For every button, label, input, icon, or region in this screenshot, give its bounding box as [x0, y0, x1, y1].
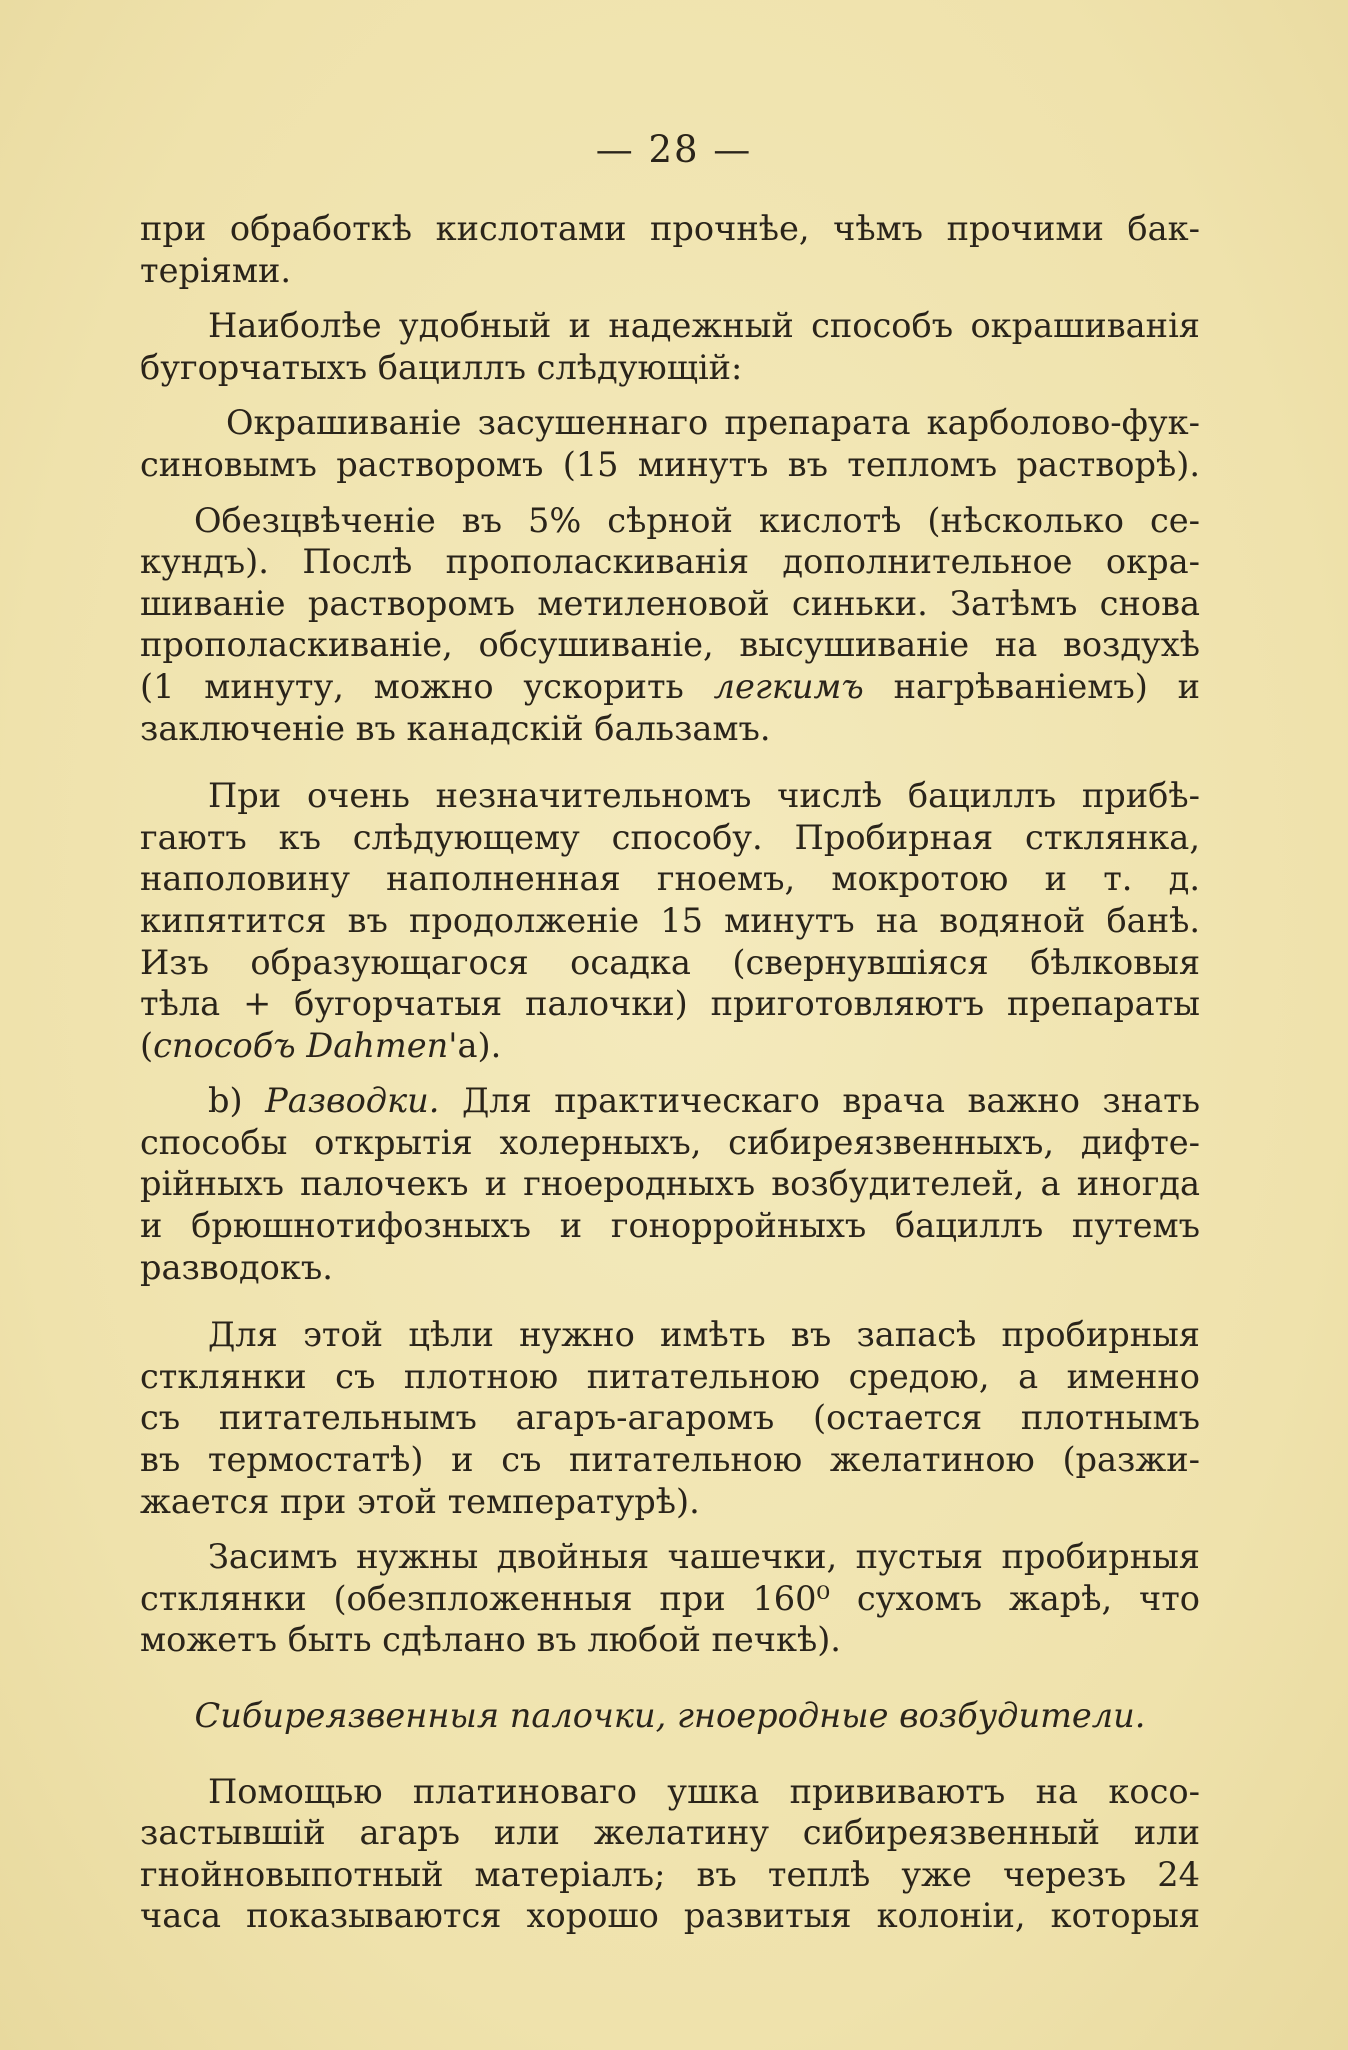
text-line: часа показываются хорошо развитыя колоніи, которыя	[140, 1896, 1200, 1936]
text-line	[140, 666, 1200, 708]
text-line: гнойновыпотный матеріалъ; въ теплѣ уже черезъ 24	[140, 1854, 1200, 1894]
text-span: (1 минуту, можно ускорить	[140, 666, 714, 706]
text-line: рійныхъ палочекъ и гноеродныхъ возбудителей, а иногда	[140, 1164, 1200, 1204]
text-line: разводокъ.	[140, 1247, 333, 1287]
text-span: нагрѣваніемъ) и	[863, 666, 1200, 706]
page-number: — 28 —	[595, 128, 753, 171]
text-line	[140, 1080, 1200, 1122]
emphasis: способъ Dahmen	[153, 1025, 449, 1065]
text-line: стклянки (обезпложенныя при 160⁰ сухомъ жарѣ, что	[140, 1578, 1200, 1618]
text-line: При очень незначительномъ числѣ бациллъ прибѣ-	[208, 776, 1200, 816]
text-line: Окрашиваніе засушеннаго препарата карболово-фук-	[226, 403, 1200, 443]
text-line	[140, 1025, 1200, 1067]
text-span: (	[140, 1025, 154, 1065]
text-line: съ питательнымъ агаръ-агаромъ (остается плотнымъ	[140, 1398, 1200, 1438]
text-line: синовымъ растворомъ (15 минутъ въ тепломъ растворѣ).	[140, 444, 1200, 484]
text-line: жается при этой температурѣ).	[140, 1481, 700, 1521]
section-heading: Сибиреязвенныя палочки, гноеродные возбудители.	[194, 1696, 1146, 1735]
text-line: кипятится въ продолженіе 15 минутъ на водяной банѣ.	[140, 900, 1200, 940]
text-line: застывшій агаръ или желатину сибиреязвенный или	[140, 1813, 1200, 1853]
text-line: тѣла + бугорчатыя палочки) приготовляютъ препараты	[140, 984, 1200, 1024]
text-line: стклянки съ плотною питательною средою, а именно	[140, 1356, 1200, 1396]
text-line: Помощью платиноваго ушка прививаютъ на косо-	[208, 1771, 1200, 1811]
emphasis: Разводки.	[265, 1081, 440, 1121]
text-span: Для практическаго врача важно знать	[439, 1081, 1200, 1121]
text-line: Засимъ нужны двойныя чашечки, пустыя пробирныя	[208, 1537, 1200, 1577]
text-line: наполовину наполненная гноемъ, мокротою и т. д.	[140, 859, 1200, 899]
text-line: теріями.	[140, 250, 292, 290]
text-line: въ термостатѣ) и съ питательною желатиною (разжи-	[140, 1440, 1200, 1480]
text-line: Изъ образующагося осадка (свернувшіяся бѣлковыя	[140, 942, 1200, 982]
text-line: можетъ быть сдѣлано въ любой печкѣ).	[140, 1620, 841, 1660]
body-text	[140, 208, 1200, 1937]
text-line: бугорчатыхъ бациллъ слѣдующій:	[140, 347, 743, 387]
text-line: шиваніе растворомъ метиленовой синьки. Затѣмъ снова	[140, 583, 1200, 623]
text-span: b)	[208, 1081, 266, 1121]
emphasis: легкимъ	[713, 666, 864, 706]
text-span: 'а).	[448, 1025, 502, 1065]
text-line: прополаскиваніе, обсушиваніе, высушиваніе на воздухѣ	[140, 625, 1200, 665]
text-line: Обезцвѣченіе въ 5% сѣрной кислотѣ (нѣсколько се-	[194, 500, 1200, 540]
text-line: Наиболѣе удобный и надежный способъ окрашиванія	[208, 306, 1200, 346]
text-line: при обработкѣ кислотами прочнѣе, чѣмъ прочими бак-	[140, 209, 1200, 248]
text-line: заключеніе въ канадскій бальзамъ.	[140, 708, 771, 748]
text-line: и брюшнотифозныхъ и гонорройныхъ бациллъ путемъ	[140, 1206, 1200, 1246]
text-line: способы открытія холерныхъ, сибиреязвенныхъ, дифте-	[140, 1122, 1200, 1162]
text-line: кундъ). Послѣ прополаскиванія дополнительное окра-	[140, 542, 1200, 582]
text-line: Для этой цѣли нужно имѣть въ запасѣ пробирныя	[208, 1315, 1200, 1355]
text-line: гаютъ къ слѣдующему способу. Пробирная стклянка,	[140, 817, 1200, 857]
